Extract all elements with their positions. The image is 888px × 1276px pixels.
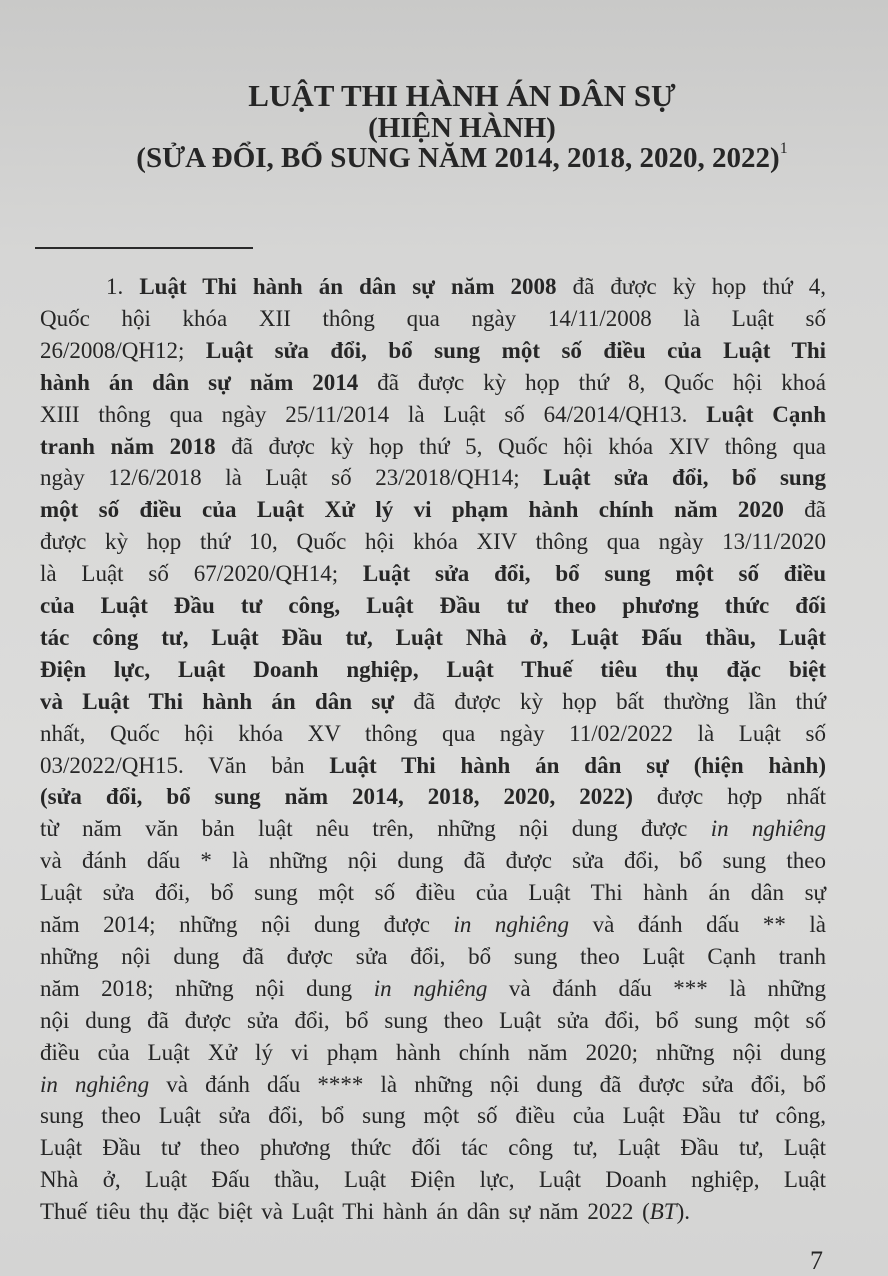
footnote-line [40,655,826,685]
footnote-line [40,942,826,972]
text: được hợp nhất [632,784,826,810]
bold-text: Luật Thi hành án dân sự (hiện hành) [329,752,826,778]
text: và đánh dấu * là những nội dung đã được sửa đổi, bổ sung theo [40,848,826,874]
italic-text: in nghiêng [40,1071,150,1097]
footnote-line [40,1133,826,1163]
text: Thuế tiêu thụ đặc biệt và Luật Thi hành án dân sự năm 2022 ( [40,1199,650,1225]
footnote-line [40,1165,826,1195]
bold-text: Điện lực, Luật Doanh nghiệp, Luật Thuế tiêu thụ đặc biệt [40,656,826,682]
text: và đánh dấu *** là những [487,975,826,1001]
footnote-line [40,974,826,1004]
footnote-line [40,846,826,876]
footnote-reference: 1 [779,140,788,157]
text: đã được kỳ họp thứ 8, Quốc hội khoá [358,369,826,395]
text: 1. [106,274,140,299]
text: đã được kỳ họp bất thường lần thứ [394,688,826,714]
text: đã được kỳ họp thứ 4, [556,274,826,299]
footnote-line [40,1101,826,1131]
bold-text: Luật sửa đổi, bổ sung [543,465,826,491]
text: từ năm văn bản luật nêu trên, những nội dung được [40,816,711,842]
italic-text: BT [649,1199,677,1225]
text: Nhà ở, Luật Đấu thầu, Luật Điện lực, Luật Doanh nghiệp, Luật [40,1167,826,1193]
footnote-line [40,368,826,398]
footnote-line [40,463,826,493]
text: là Luật số 67/2020/QH14; [40,561,363,587]
footnote-line [40,910,826,940]
text: được kỳ họp thứ 10, Quốc hội khóa XIV thông qua ngày 13/11/2020 [40,529,826,555]
footnote-line [106,272,826,302]
footnote-line [40,495,826,525]
italic-text: in nghiêng [453,912,570,937]
bold-text: tranh năm 2018 [40,433,216,459]
text: 03/2022/QH15. Văn bản [40,752,330,778]
text: ngày 12/6/2018 là Luật số 23/2018/QH14; [40,465,544,491]
footnote-line [40,623,826,653]
footnote-line [40,559,826,589]
footnote-line [40,751,826,781]
footnote-line [40,400,826,430]
footnote-line [40,782,826,812]
text: năm 2014; những nội dung được [40,912,454,937]
footnote-line [40,432,826,462]
text: nhất, Quốc hội khóa XV thông qua ngày 11/02/2022 là Luật số [40,720,826,746]
text: Luật sửa đổi, bổ sung một số điều của Luật Thi hành án dân sự [40,880,826,906]
footnote-line [40,304,826,334]
text: đã được kỳ họp thứ 5, Quốc hội khóa XIV thông qua [215,433,826,459]
footnote-line [40,878,826,908]
text: Quốc hội khóa XII thông qua ngày 14/11/2008 là Luật số [40,305,826,331]
text: và đánh dấu ** là [569,912,826,937]
text: những nội dung đã được sửa đổi, bổ sung theo Luật Cạnh tranh [40,943,826,969]
amendment-title-text: (SỬA ĐỔI, BỔ SUNG NĂM 2014, 2018, 2020, 2022) [136,142,780,174]
text: sung theo Luật sửa đổi, bổ sung một số điều của Luật Đầu tư công, [40,1103,826,1129]
text: nội dung đã được sửa đổi, bổ sung theo Luật sửa đổi, bổ sung một số [40,1007,826,1033]
footnote-line [40,527,826,557]
footnote-line [40,1070,826,1100]
italic-text: in nghiêng [373,975,488,1001]
bold-text: Luật sửa đổi, bổ sung một số điều của Luật Thi [205,337,826,363]
bold-text: một số điều của Luật Xử lý vi phạm hành chính năm 2020 [40,497,784,523]
bold-text: Luật sửa đổi, bổ sung một số điều [362,561,826,587]
text: và đánh dấu **** là những nội dung đã được sửa đổi, bổ [149,1071,826,1097]
bold-text: hành án dân sự năm 2014 [40,369,359,395]
document-subtitle: (HIỆN HÀNH) [368,112,556,144]
footnote-line [40,814,826,844]
bold-text: của Luật Đầu tư công, Luật Đầu tư theo phương thức đối [40,593,826,618]
footnote-line [40,1006,826,1036]
footnote-line [40,591,826,621]
text: ). [676,1199,690,1225]
document-amendment-title [18,142,888,175]
footnote-line [40,719,826,749]
footnote-line [40,687,826,717]
bold-text: (sửa đổi, bổ sung năm 2014, 2018, 2020, 2022) [40,784,633,810]
text: năm 2018; những nội dung [40,975,374,1001]
bold-text: Luật Cạnh [706,401,826,427]
bold-text: Luật Thi hành án dân sự năm 2008 [139,274,557,299]
footnote-divider [35,247,253,249]
text: điều của Luật Xử lý vi phạm hành chính năm 2020; những nội dung [40,1039,826,1065]
text: Luật Đầu tư theo phương thức đối tác công tư, Luật Đầu tư, Luật [40,1135,826,1161]
page-number: 7 [810,1246,823,1275]
text: 26/2008/QH12; [40,337,206,363]
bold-text: tác công tư, Luật Đầu tư, Luật Nhà ở, Luật Đấu thầu, Luật [40,624,826,650]
bold-text: và Luật Thi hành án dân sự [40,688,395,714]
text: XIII thông qua ngày 25/11/2014 là Luật số 64/2014/QH13. [40,401,707,427]
italic-text: in nghiêng [710,816,826,842]
footnote-line [40,1038,826,1068]
footnote-line [40,1197,826,1227]
footnote-line [40,336,826,366]
document-title: LUẬT THI HÀNH ÁN DÂN SỰ [248,78,676,113]
text: đã [783,497,826,523]
